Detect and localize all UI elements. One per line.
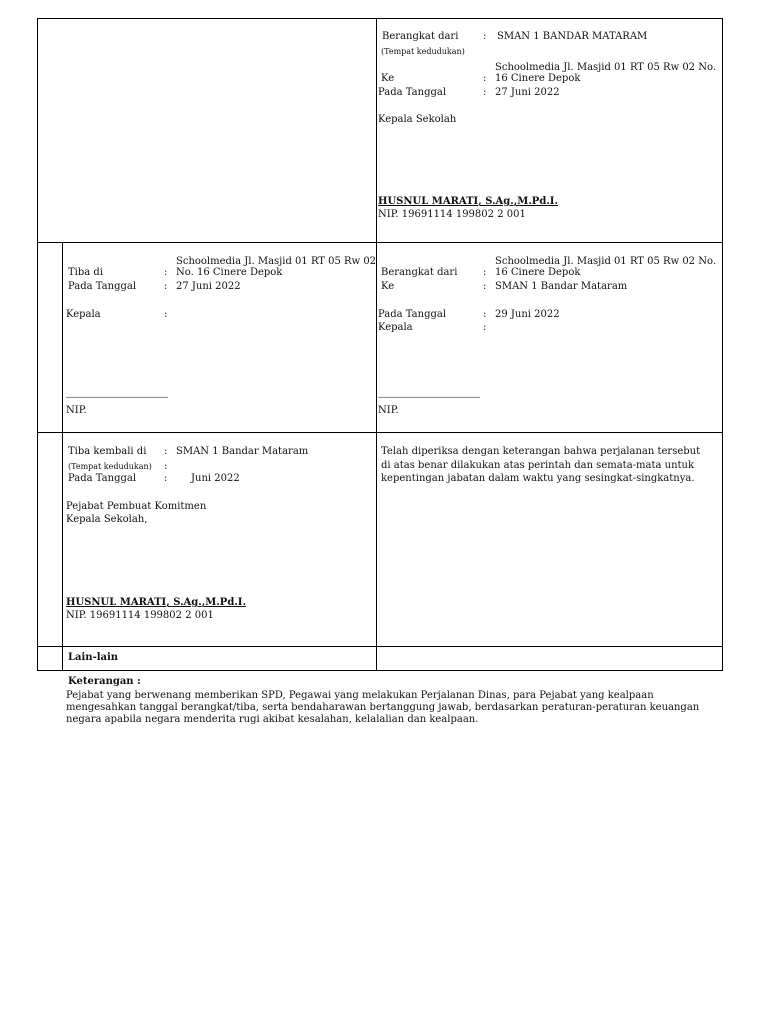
signer-name: HUSNUL MARATI, S.Ag.,M.Pd.I. (66, 597, 246, 608)
pada-tanggal-label: Pada Tanggal (68, 473, 137, 484)
table-border-bottom (37, 670, 723, 671)
signer-name: HUSNUL MARATI, S.Ag.,M.Pd.I. (378, 196, 558, 207)
kepala-sekolah-label: Kepala Sekolah (378, 114, 457, 125)
pejabat-label: Pejabat Pembuat Komitmen (66, 501, 207, 512)
verification-line2: di atas benar dilakukan atas perintah dan semata-mata untuk (381, 460, 695, 471)
keterangan-title: Keterangan : (68, 676, 141, 687)
ke-value-line1: Schoolmedia Jl. Masjid 01 RT 05 Rw 02 No. (495, 62, 717, 73)
signer-nip: NIP. 19691114 199802 2 001 (378, 209, 526, 220)
pada-tanggal-value: 29 Juni 2022 (495, 309, 560, 320)
table-divider-1 (37, 242, 723, 243)
tiba-kembali-label: Tiba kembali di (68, 446, 147, 457)
table-divider-3 (37, 646, 723, 647)
nip-label: NIP. (66, 405, 87, 416)
colon: : (164, 309, 168, 320)
verification-line3: kepentingan jabatan dalam waktu yang sesingkat-singkatnya. (381, 473, 695, 484)
kepala-sekolah-label: Kepala Sekolah, (66, 514, 148, 525)
nip-label: NIP. (378, 405, 399, 416)
ke-value: SMAN 1 Bandar Mataram (495, 281, 628, 292)
colon: : (483, 87, 487, 98)
colon: : (483, 267, 487, 278)
berangkat-dari-label: Berangkat dari (382, 31, 459, 42)
tiba-di-value-line2: No. 16 Cinere Depok (176, 267, 283, 278)
table-border-right (722, 18, 723, 671)
colon: : (164, 281, 168, 292)
table-border-left (37, 18, 38, 671)
keterangan-text: Pejabat yang berwenang memberikan SPD, Pegawai yang melakukan Perjalanan Dinas, para Pejabat yang kealpaan mengesahkan tanggal berangkat/tiba, serta bendaharawan bertanggung jawab, berdasarkan peraturan-peraturan keuangan negara apabila negara menderita rugi akibat kesalahan, kelalalian dan kealpaan. (66, 690, 700, 725)
colon: : (483, 309, 487, 320)
table-divider-2 (37, 432, 723, 433)
pada-tanggal-value: 27 Juni 2022 (495, 87, 560, 98)
colon: : (483, 281, 487, 292)
tiba-di-value-line1: Schoolmedia Jl. Masjid 01 RT 05 Rw 02 (176, 256, 377, 267)
berangkat-dari-label: Berangkat dari (381, 267, 458, 278)
ke-value-line2: 16 Cinere Depok (495, 73, 581, 84)
table-center-divider (376, 18, 377, 671)
kepala-label: Kepala (378, 322, 413, 333)
pada-tanggal-value: 27 Juni 2022 (176, 281, 241, 292)
signature-dots: …………………………………………… (378, 393, 480, 400)
signature-dots: …………………………………………… (66, 393, 168, 400)
colon: : (483, 31, 487, 42)
lain-lain-label: Lain-lain (68, 652, 119, 663)
pada-tanggal-label: Pada Tanggal (378, 309, 447, 320)
table-border-top (37, 18, 723, 19)
ke-label: Ke (381, 73, 395, 84)
tempat-kedudukan-note: (Tempat kedudukan) (68, 462, 152, 471)
kepala-label: Kepala (66, 309, 101, 320)
berangkat-dari-value-line1: Schoolmedia Jl. Masjid 01 RT 05 Rw 02 No. (495, 256, 717, 267)
verification-line1: Telah diperiksa dengan keterangan bahwa perjalanan tersebut (381, 446, 701, 457)
tiba-kembali-value: SMAN 1 Bandar Mataram (176, 446, 309, 457)
colon: : (164, 473, 168, 484)
table-number-column-divider (62, 242, 63, 671)
colon: : (483, 322, 487, 333)
berangkat-dari-value: SMAN 1 BANDAR MATARAM (497, 31, 648, 42)
pada-tanggal-label: Pada Tanggal (68, 281, 137, 292)
signer-nip: NIP. 19691114 199802 2 001 (66, 610, 214, 621)
pada-tanggal-label: Pada Tanggal (378, 87, 447, 98)
colon: : (164, 267, 168, 278)
tempat-kedudukan-note: (Tempat kedudukan) (381, 47, 465, 56)
colon: : (483, 73, 487, 84)
berangkat-dari-value-line2: 16 Cinere Depok (495, 267, 581, 278)
colon: : (164, 461, 168, 472)
tiba-di-label: Tiba di (68, 267, 104, 278)
pada-tanggal-value: Juni 2022 (191, 473, 240, 484)
colon: : (164, 446, 168, 457)
ke-label: Ke (381, 281, 395, 292)
